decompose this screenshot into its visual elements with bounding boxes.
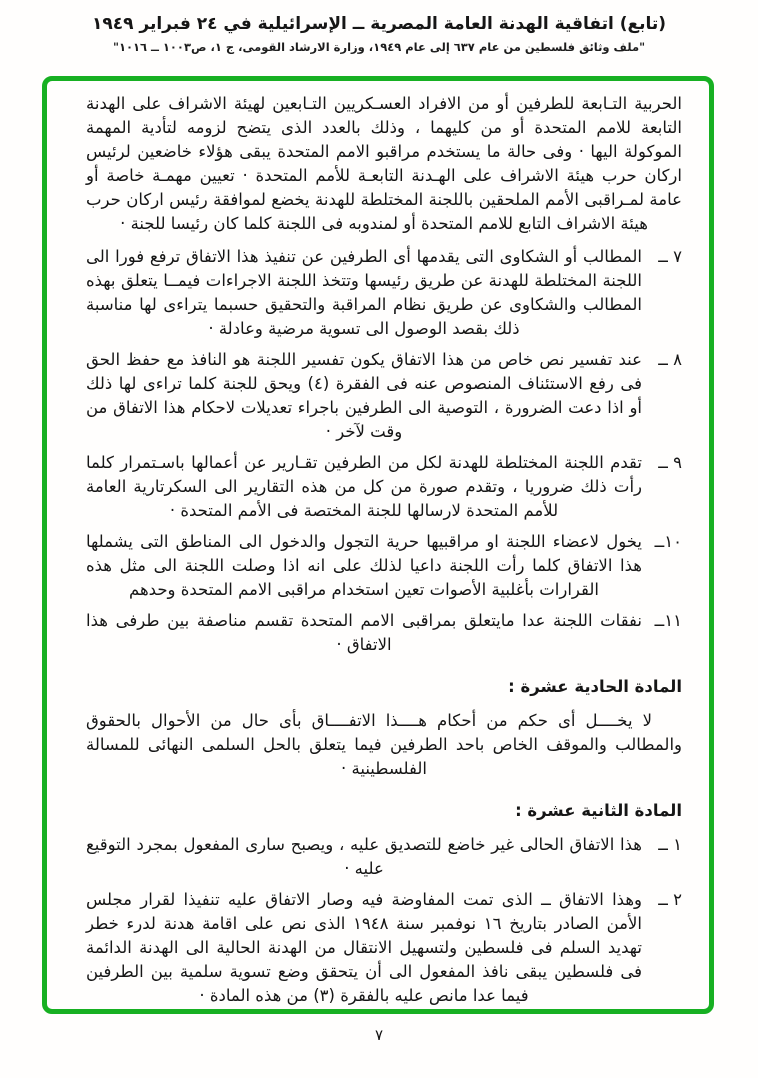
clause-number: ١١ــ (654, 611, 682, 630)
clause-item-9 (86, 451, 682, 523)
clause-text: المطالب أو الشكاوى التى يقدمها أى الطرفين عن تنفيذ هذا الاتفاق ترفع فورا الى اللجنة المختلطة للهدنة عن طريق رئيسها وتتخذ اللجنة الاجراءات فيمــا يتعلق بهذه المطالب والشكاوى عن طريق نظام المراقبة والتحقيق حسبما يتراءى لها مناسبة ذلك بقصد الوصول الى تسوية مرضية وعادلة · (86, 247, 642, 338)
article-11-body: لا يخــــل أى حكم من أحكام هــــذا الاتفــــاق بأى حال من الأحوال بالحقوق والمطالب والموقف الخاص باحد الطرفين فيما يتعلق بالحل السلمى النهائى للمسالة الفلسطينية · (86, 711, 682, 778)
clause-text: عند تفسير نص خاص من هذا الاتفاق يكون تفسير اللجنة هو النافذ مع حفظ الحق فى رفع الاستئناف المنصوص عنه فى الفقرة (٤) ويحق للجنة كلما تراءى لها ذلك أو اذا دعت الضرورة ، التوصية الى الطرفين باجراء تعديلات لاحكام هذا الاتفاق من وقت لآخر · (86, 350, 643, 441)
article-12-item-1 (86, 833, 682, 881)
intro-paragraph: الحربية التـابعة للطرفين أو من الافراد العسـكريين التـابعين لهيئة الاشراف على الهدنة التابعة للامم المتحدة أو من كليهما ، وذلك بالعدد الذى يتضح لزومه لتأدية المهمة الموكولة اليها · وفى حالة ما يستخدم مراقبو الامم المتحدة يبقى هؤلاء خاضعين لرئيس اركان حرب هيئة الاشراف على الهـدنة التابعـة للأمم المتحدة · تعيين مهمـة خاصة أو عامة لمـراقبى الأمم الملحقين باللجنة المختلطة للهدنة يخضع لموافقة رئيس اركان حرب هيئة الاشراف التابع للامم المتحدة أو لمندوبه فى اللجنة كلما كان رئيسا للجنة · (86, 94, 682, 233)
clause-text: تقدم اللجنة المختلطة للهدنة لكل من الطرفين تقـارير عن أعمالها باسـتمرار كلما رأت ذلك ضروريا ، وتقدم صورة من كل من هذه التقارير الى السكرتارية العامة للأمم المتحدة لارسالها للجنة المختصة فى الأمم المتحدة · (86, 453, 642, 520)
clause-text: نفقات اللجنة عدا مايتعلق بمراقبى الامم المتحدة تقسم مناصفة بين طرفى هذا الاتفاق · (86, 611, 642, 654)
clause-number: ٩ ــ (658, 453, 682, 472)
article-11-heading: المادة الحادية عشرة : (508, 677, 682, 696)
clause-item-11 (86, 609, 682, 657)
article-12-heading: المادة الثانية عشرة : (515, 801, 682, 820)
page-number: ٧ (374, 1026, 384, 1044)
clause-text: هذا الاتفاق الحالى غير خاضع للتصديق عليه ، ويصبح سارى المفعول بمجرد التوقيع عليه · (86, 835, 642, 878)
clause-number: ٧ ــ (658, 247, 682, 266)
clause-number: ١٠ــ (654, 532, 682, 551)
document-title: (تابع) اتفاقية الهدنة العامة المصرية ــ الإسرائيلية في ٢٤ فبراير ١٩٤٩ (91, 14, 667, 34)
clause-number: ٨ ــ (658, 350, 682, 369)
clause-number: ١ ــ (658, 835, 682, 854)
clause-text: وهذا الاتفاق ــ الذى تمت المفاوضة فيه وصار الاتفاق عليه تنفيذا لقرار مجلس الأمن الصادر بتاريخ ١٦ نوفمبر سنة ١٩٤٨ الذى نص على اقامة هدنة لدرء خطر تهديد السلم فى فلسطين ولتسهيل الانتقال من الهدنة الحالية الى الهدنة الدائمة فى فلسطين يبقى نافذ المفعول الى أن يتحقق وضع تسوية سلمية بين الطرفين فيما عدا مانص عليه بالفقرة (٣) من هذه المادة · (86, 890, 643, 1005)
clause-item-7 (86, 245, 682, 341)
article-12-item-2 (86, 888, 682, 1008)
clause-item-10 (86, 530, 682, 602)
source-citation: "ملف وثائق فلسطين من عام ٦٣٧ إلى عام ١٩٤٩، وزارة الارشاد القومى، ج ١، ص١٠٠٣ ــ ١٠١٦" (112, 40, 646, 54)
clause-item-8 (86, 348, 682, 444)
clause-number: ٢ ــ (658, 890, 682, 909)
document-body (86, 92, 682, 1015)
clause-text: يخول لاعضاء اللجنة او مراقبيها حرية التجول والدخول الى المناطق التى يشملها هذا الاتفاق كلما رأت اللجنة داعيا لذلك على انه اذا وصلت اللجنة الى مثل هذه القرارات بأغلبية الأصوات تعين استخدام مراقبى الامم المتحدة وحدهم (86, 532, 642, 599)
